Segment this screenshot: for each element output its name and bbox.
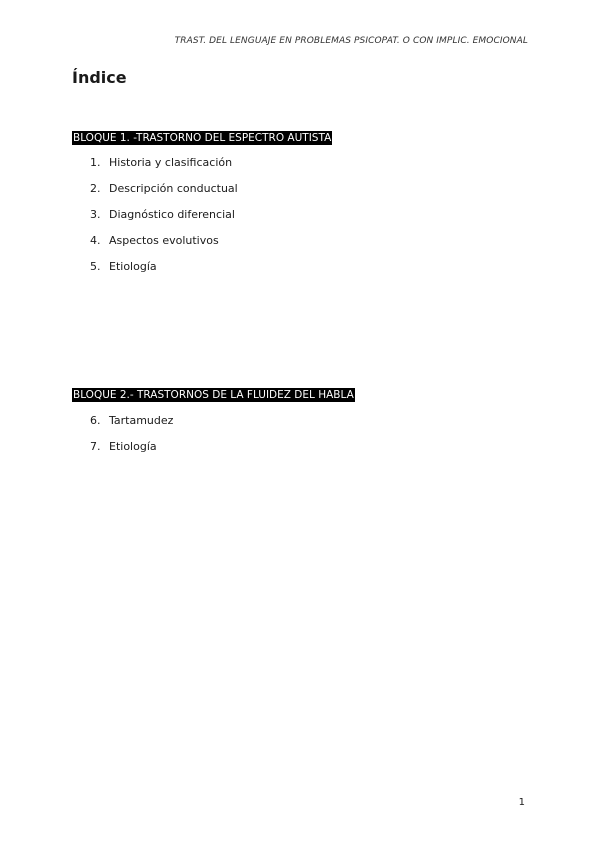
section-1-item-list: [90, 156, 238, 286]
running-header: TRAST. DEL LENGUAJE EN PROBLEMAS PSICOPAT. O CON IMPLIC. EMOCIONAL: [174, 36, 528, 46]
section-heading-bloque-1: BLOQUE 1. -TRASTORNO DEL ESPECTRO AUTISTA: [73, 132, 332, 144]
list-item: [90, 156, 238, 182]
list-item-number: 3.: [90, 208, 101, 221]
list-item: [90, 440, 173, 466]
section-heading-bloque-2: BLOQUE 2.- TRASTORNOS DE LA FLUIDEZ DEL HABLA: [73, 389, 354, 401]
list-item: [90, 182, 238, 208]
list-item-number: 2.: [90, 182, 101, 195]
list-item-text: Historia y clasificación: [109, 156, 233, 169]
list-item-text: Descripción conductual: [109, 182, 238, 195]
list-item-text: Diagnóstico diferencial: [109, 208, 235, 221]
list-item: [90, 414, 173, 440]
list-item-text: Etiología: [109, 440, 157, 453]
list-item-text: Tartamudez: [109, 414, 174, 427]
list-item: [90, 208, 238, 234]
list-item-text: Etiología: [109, 260, 157, 273]
list-item: [90, 260, 238, 286]
list-item: [90, 234, 238, 260]
list-item-number: 6.: [90, 414, 101, 427]
list-item-text: Aspectos evolutivos: [109, 234, 219, 247]
page-title: Índice: [72, 68, 127, 87]
page-number: 1: [518, 797, 525, 808]
section-2-item-list: [90, 414, 173, 466]
list-item-number: 1.: [90, 156, 101, 169]
list-item-number: 5.: [90, 260, 101, 273]
list-item-number: 7.: [90, 440, 101, 453]
list-item-number: 4.: [90, 234, 101, 247]
